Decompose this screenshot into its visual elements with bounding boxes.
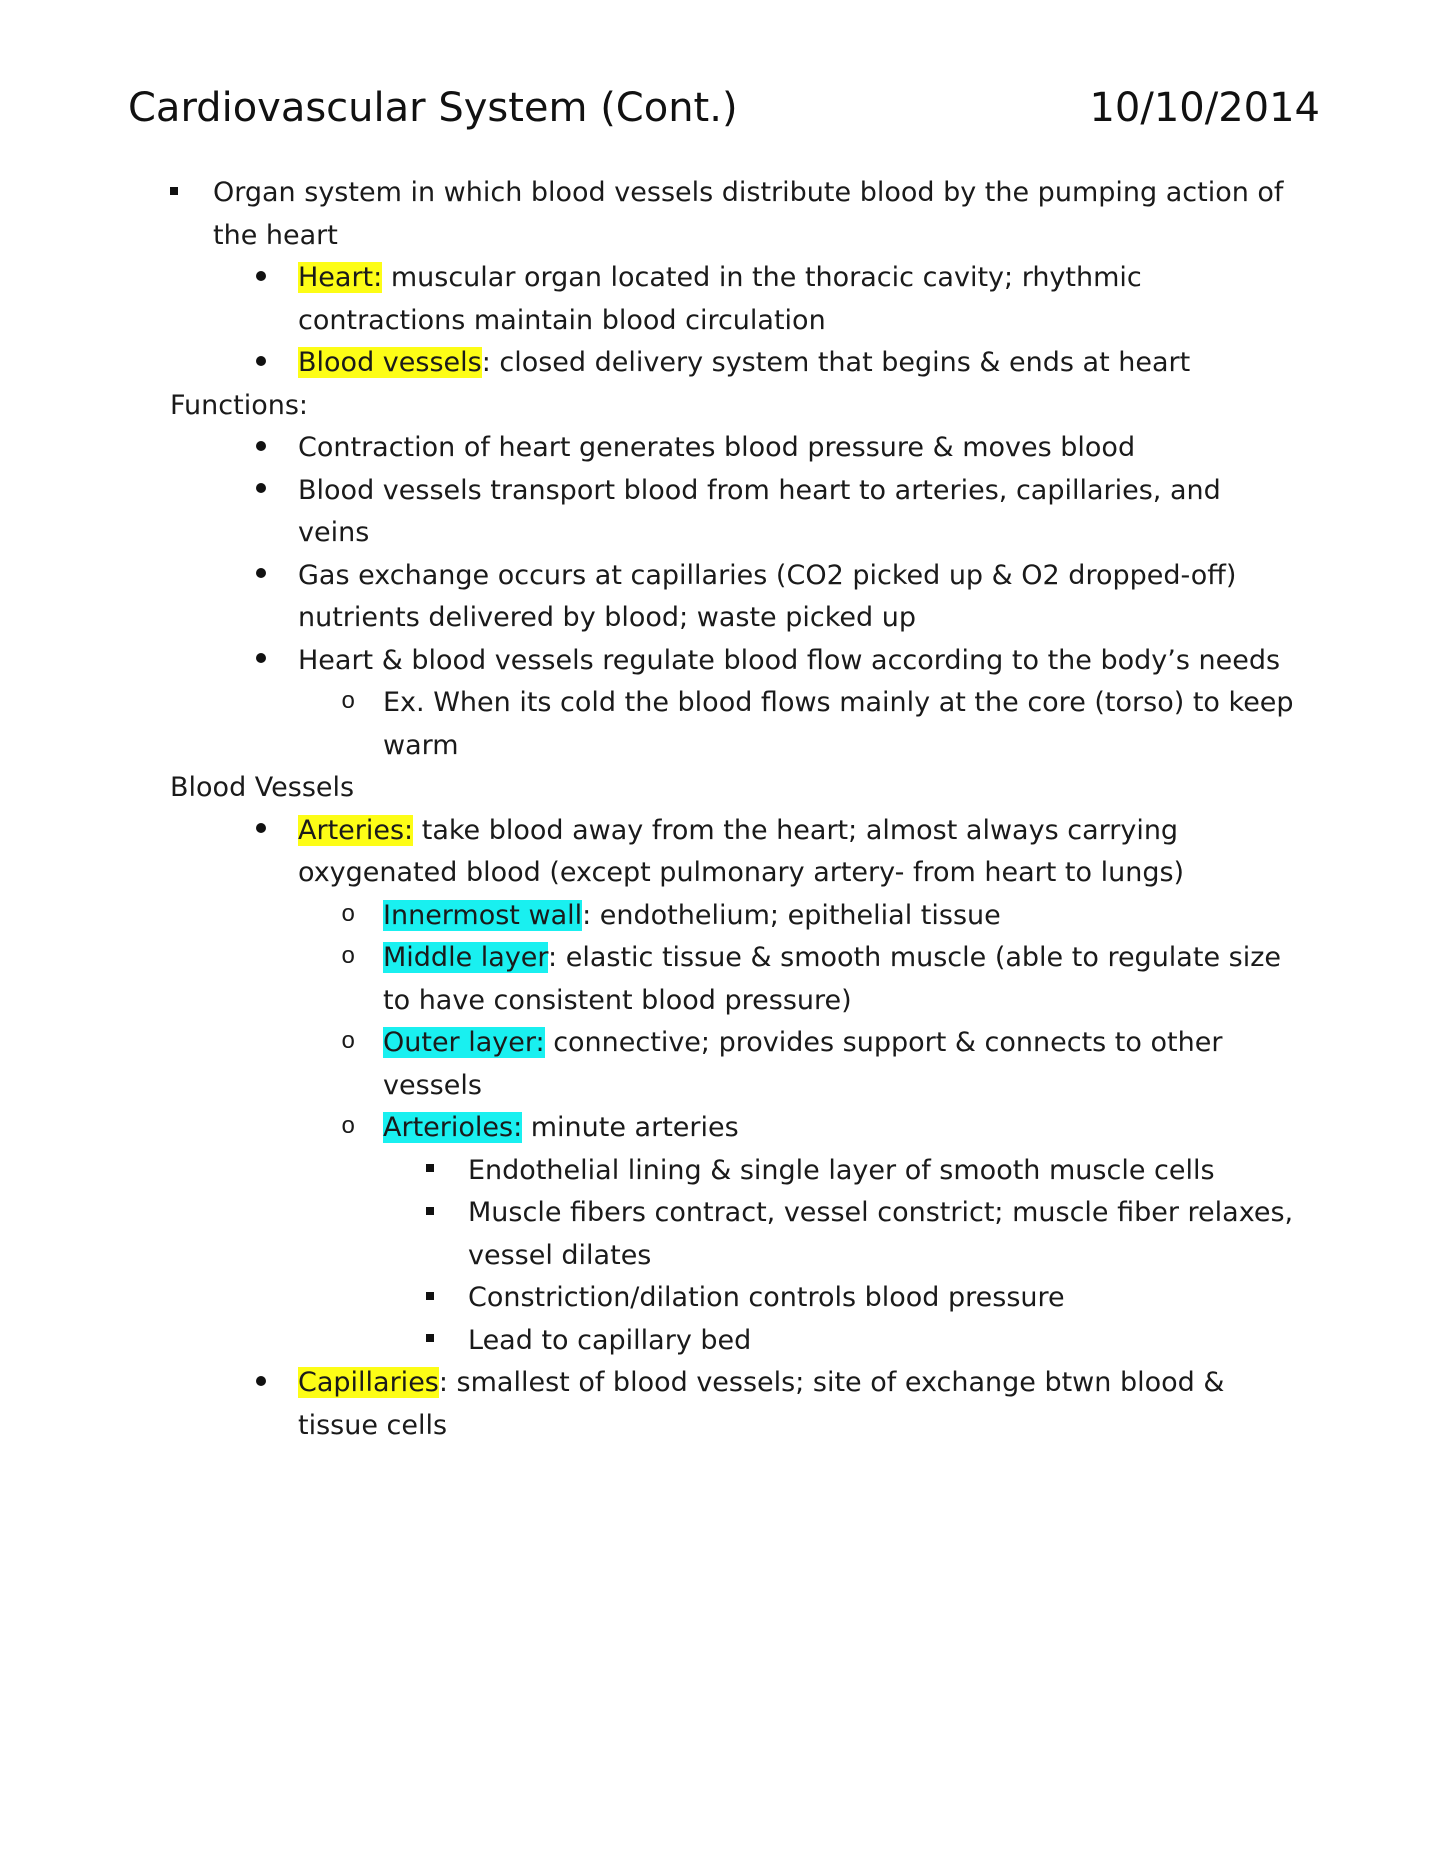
list-item (170, 1107, 1300, 1150)
dot-bullet-icon (256, 470, 266, 513)
square-bullet-icon (426, 1277, 434, 1320)
page-title: Cardiovascular System (Cont.) (128, 85, 738, 131)
item-text: : closed delivery system that begins & ends at heart (481, 347, 1191, 378)
notes-body (170, 172, 1300, 1447)
dot-bullet-icon (256, 257, 266, 300)
item-text: Gas exchange occurs at capillaries (CO2 picked up & O2 dropped-off) nutrients delivered by blood; waste picked up (298, 559, 1237, 633)
list-item (170, 1022, 1300, 1107)
section-heading (170, 385, 1300, 428)
item-text: connective; provides support & connects to other vessels (383, 1027, 1223, 1101)
square-bullet-icon (426, 1192, 434, 1235)
list-item (170, 257, 1300, 342)
square-bullet-icon (426, 1320, 434, 1363)
item-text: Constriction/dilation controls blood pressure (468, 1282, 1065, 1313)
item-text: Lead to capillary bed (468, 1324, 752, 1356)
list-item (170, 1362, 1300, 1447)
section-heading (170, 767, 1300, 810)
circle-bullet-icon: o (341, 944, 356, 971)
list-item (170, 810, 1300, 895)
item-text: : elastic tissue & smooth muscle (able to regulate size to have consistent blood pressure) (383, 942, 1281, 1016)
dot-bullet-icon (256, 810, 266, 853)
list-item (170, 1320, 1300, 1363)
list-item (170, 640, 1300, 683)
highlighted-term: Innermost wall (383, 899, 583, 931)
item-text: Endothelial lining & single layer of smooth muscle cells (468, 1154, 1215, 1186)
circle-bullet-icon: o (341, 901, 356, 929)
highlighted-term: Capillaries (298, 1367, 439, 1398)
list-item (170, 555, 1300, 640)
square-bullet-icon (426, 1150, 434, 1193)
highlighted-term: Outer layer: (383, 1027, 545, 1058)
dot-bullet-icon (256, 427, 266, 470)
circle-bullet-icon: o (341, 1114, 356, 1141)
highlighted-term: Heart: (298, 262, 383, 293)
page-date: 10/10/2014 (1089, 85, 1320, 131)
list-item (170, 937, 1300, 1022)
highlighted-term: Middle layer (383, 942, 549, 973)
item-text: minute arteries (522, 1112, 739, 1143)
item-text: Muscle fibers contract, vessel constrict; muscle fiber relaxes, vessel dilates (468, 1197, 1294, 1271)
item-text: Blood vessels transport blood from heart to arteries, capillaries, and veins (298, 474, 1221, 548)
square-bullet-icon (170, 172, 178, 215)
page-header (128, 78, 1320, 138)
item-text: : endothelium; epithelial tissue (582, 899, 1001, 931)
item-text: Organ system in which blood vessels distribute blood by the pumping action of the heart (213, 177, 1284, 251)
dot-bullet-icon (256, 640, 266, 683)
list-item (170, 1150, 1300, 1193)
list-item (170, 895, 1300, 938)
dot-bullet-icon (256, 1362, 266, 1405)
item-text: take blood away from the heart; almost always carrying oxygenated blood (except pulmonary artery- from heart to lungs) (298, 814, 1185, 888)
item-text: muscular organ located in the thoracic cavity; rhythmic contractions maintain blood circulation (298, 262, 1142, 336)
circle-bullet-icon: o (341, 1029, 356, 1056)
item-text: : smallest of blood vessels; site of exchange btwn blood & tissue cells (298, 1367, 1225, 1441)
section-heading-text: Functions: (170, 389, 309, 421)
highlighted-term: Arteries: (298, 814, 414, 846)
list-item (170, 1192, 1300, 1277)
dot-bullet-icon (256, 555, 266, 598)
dot-bullet-icon (256, 342, 266, 385)
list-item (170, 172, 1300, 257)
list-item (170, 342, 1300, 385)
item-text: Contraction of heart generates blood pressure & moves blood (298, 432, 1136, 463)
list-item (170, 470, 1300, 555)
section-heading-text: Blood Vessels (170, 772, 355, 803)
highlighted-term: Blood vessels (298, 347, 482, 378)
highlighted-term: Arterioles: (383, 1112, 523, 1143)
item-text: Ex. When its cold the blood flows mainly at the core (torso) to keep warm (383, 687, 1294, 761)
item-text: Heart & blood vessels regulate blood flow according to the body’s needs (298, 644, 1281, 676)
list-item (170, 427, 1300, 470)
circle-bullet-icon: o (341, 689, 356, 716)
list-item (170, 1277, 1300, 1320)
list-item (170, 682, 1300, 767)
